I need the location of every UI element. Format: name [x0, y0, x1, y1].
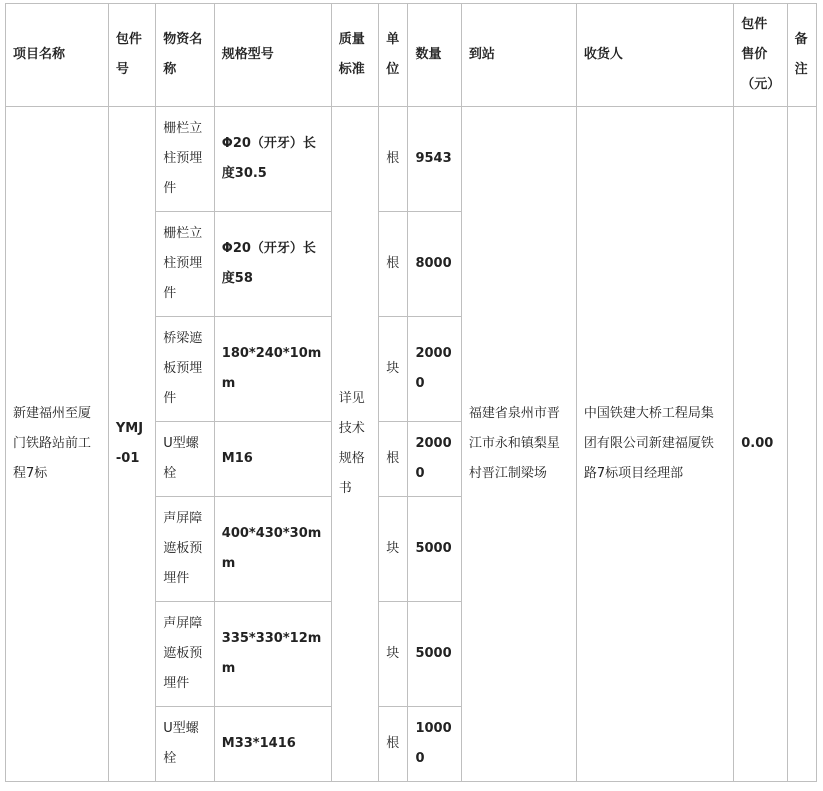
- spec-cell: M33*1416: [214, 707, 331, 782]
- remarks-cell: [787, 107, 816, 782]
- spec-cell: Φ20（开牙）长度30.5: [214, 107, 331, 212]
- header-package-no: 包件号: [108, 4, 155, 107]
- unit-cell: 块: [379, 317, 408, 422]
- material-name-cell: U型螺栓: [156, 707, 215, 782]
- unit-cell: 根: [379, 212, 408, 317]
- unit-cell: 根: [379, 707, 408, 782]
- material-name-cell: 声屏障遮板预埋件: [156, 497, 215, 602]
- header-material-name: 物资名称: [156, 4, 215, 107]
- project-name-cell: 新建福州至厦门铁路站前工程7标: [6, 107, 109, 782]
- header-row: [6, 4, 817, 107]
- header-package-price: 包件售价（元）: [734, 4, 787, 107]
- header-unit: 单位: [379, 4, 408, 107]
- header-quality-standard: 质量标准: [331, 4, 378, 107]
- package-no-cell: YMJ-01: [108, 107, 155, 782]
- header-remarks: 备注: [787, 4, 816, 107]
- material-name-cell: 栅栏立柱预埋件: [156, 212, 215, 317]
- spec-cell: Φ20（开牙）长度58: [214, 212, 331, 317]
- quantity-cell: 8000: [408, 212, 461, 317]
- spec-cell: 180*240*10mm: [214, 317, 331, 422]
- quantity-cell: 5000: [408, 497, 461, 602]
- header-consignee: 收货人: [576, 4, 733, 107]
- quantity-cell: 20000: [408, 317, 461, 422]
- quality-standard-cell: 详见技术规格书: [331, 107, 378, 782]
- package-table: [5, 3, 817, 782]
- package-price-cell: 0.00: [734, 107, 787, 782]
- material-name-cell: U型螺栓: [156, 422, 215, 497]
- unit-cell: 根: [379, 422, 408, 497]
- header-quantity: 数量: [408, 4, 461, 107]
- table-row: [6, 107, 817, 212]
- quantity-cell: 20000: [408, 422, 461, 497]
- material-name-cell: 声屏障遮板预埋件: [156, 602, 215, 707]
- consignee-cell: 中国铁建大桥工程局集团有限公司新建福厦铁路7标项目经理部: [576, 107, 733, 782]
- destination-cell: 福建省泉州市晋江市永和镇梨星村晋江制梁场: [461, 107, 576, 782]
- quantity-cell: 5000: [408, 602, 461, 707]
- unit-cell: 块: [379, 602, 408, 707]
- spec-cell: 400*430*30mm: [214, 497, 331, 602]
- spec-cell: M16: [214, 422, 331, 497]
- material-name-cell: 栅栏立柱预埋件: [156, 107, 215, 212]
- material-name-cell: 桥梁遮板预埋件: [156, 317, 215, 422]
- header-spec: 规格型号: [214, 4, 331, 107]
- unit-cell: 根: [379, 107, 408, 212]
- spec-cell: 335*330*12mm: [214, 602, 331, 707]
- unit-cell: 块: [379, 497, 408, 602]
- header-project-name: 项目名称: [6, 4, 109, 107]
- quantity-cell: 10000: [408, 707, 461, 782]
- header-destination: 到站: [461, 4, 576, 107]
- quantity-cell: 9543: [408, 107, 461, 212]
